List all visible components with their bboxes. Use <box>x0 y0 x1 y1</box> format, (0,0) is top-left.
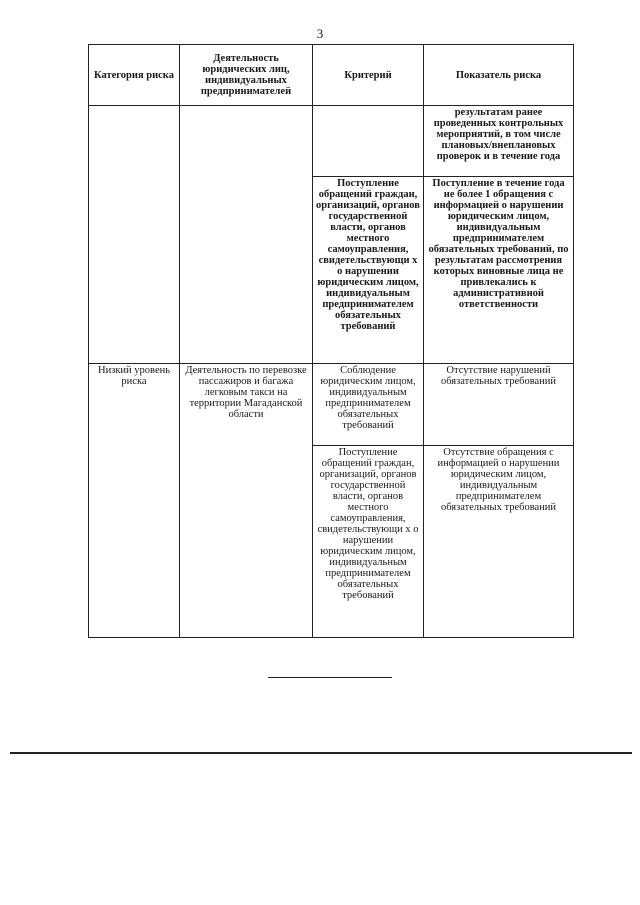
header-criterion: Критерий <box>313 45 424 106</box>
risk-category-cell <box>89 106 180 364</box>
indicator-cell: Поступление в течение года не более 1 обращения с информацией о нарушении юридическим лицом, индивидуальным предпринимателем обязательных требований, по результатам рассмотрения которых виновные лица не привлекались к административной ответственности <box>424 177 574 364</box>
indicator-cell: результатам ранее проведенных контрольных мероприятий, в том числе плановых/внеплановых проверок и в течение года <box>424 106 574 177</box>
header-risk-indicator: Показатель риска <box>424 45 574 106</box>
criterion-cell: Соблюдение юридическим лицом, индивидуальным предпринимателем обязательных требований <box>313 364 424 446</box>
header-risk-category: Категория риска <box>89 45 180 106</box>
risk-criteria-table <box>88 44 574 638</box>
page-number: 3 <box>316 26 324 41</box>
indicator-cell: Отсутствие обращения с информацией о нарушении юридическим лицом, индивидуальным предпринимателем обязательных требований <box>424 446 574 638</box>
header-activity: Деятельность юридических лиц, индивидуальных предпринимателей <box>180 45 313 106</box>
criterion-cell: Поступление обращений граждан, организаций, органов государственной власти, органов местного самоуправления, свидетельствующи х о нарушении юридическим лицом, индивидуальным предпринимателем обязательных требований <box>313 446 424 638</box>
end-of-document-separator <box>268 677 392 678</box>
table-row <box>89 106 574 177</box>
criterion-cell <box>313 106 424 177</box>
activity-cell <box>180 106 313 364</box>
criterion-cell: Поступление обращений граждан, организаций, органов государственной власти, органов местного самоуправления, свидетельствующи х о нарушении юридическим лицом, индивидуальным предпринимателем обязательных требований <box>313 177 424 364</box>
table-row <box>89 364 574 446</box>
page-bottom-rule <box>10 752 632 754</box>
risk-category-cell: Низкий уровень риска <box>89 364 180 638</box>
table-header-row <box>89 45 574 106</box>
activity-cell: Деятельность по перевозке пассажиров и багажа легковым такси на территории Магаданской области <box>180 364 313 638</box>
indicator-cell: Отсутствие нарушений обязательных требований <box>424 364 574 446</box>
